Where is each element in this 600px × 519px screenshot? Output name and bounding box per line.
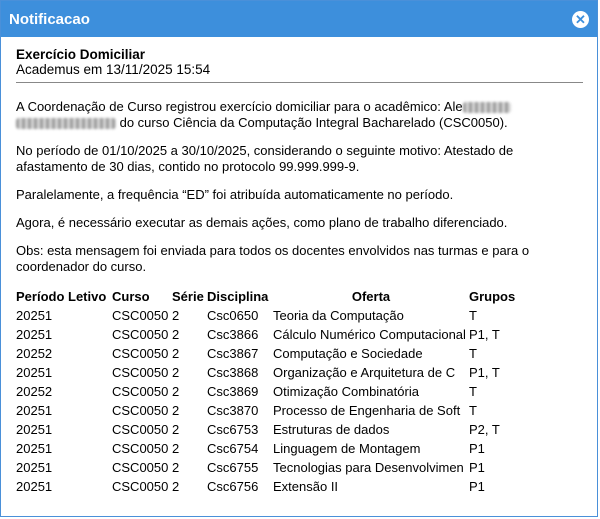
cell-grupos: P1 [469, 460, 485, 475]
cell-curso: CSC0050 [112, 403, 169, 418]
cell-oferta: Estruturas de dados [273, 422, 390, 437]
cell-disciplina: Csc0650 [207, 308, 259, 323]
cell-curso: CSC0050 [112, 441, 169, 456]
message-subject: Exercício Domiciliar [16, 47, 146, 62]
cell-periodo: 20252 [16, 346, 53, 361]
paragraph-registration-prefix: A Coordenação de Curso registrou exercício domiciliar para o acadêmico: Ale [16, 99, 463, 114]
paragraph-registration-suffix: do curso Ciência da Computação Integral Bacharelado (CSC0050). [116, 115, 508, 130]
cell-disciplina: Csc3868 [207, 365, 259, 380]
cell-periodo: 20251 [16, 460, 53, 475]
cell-grupos: P1, T [469, 327, 500, 342]
cell-curso: CSC0050 [112, 479, 169, 494]
cell-disciplina: Csc6756 [207, 479, 259, 494]
column-header-grupos: Grupos [469, 289, 516, 304]
message-body [1, 37, 597, 496]
table-row [16, 382, 529, 401]
cell-grupos: P2, T [469, 422, 500, 437]
cell-periodo: 20251 [16, 422, 53, 437]
cell-periodo: 20251 [16, 327, 53, 342]
table-row [16, 458, 529, 477]
cell-periodo: 20251 [16, 308, 53, 323]
cell-curso: CSC0050 [112, 460, 169, 475]
cell-grupos: T [469, 403, 477, 418]
cell-periodo: 20251 [16, 479, 53, 494]
cell-periodo: 20251 [16, 441, 53, 456]
table-row [16, 439, 529, 458]
column-header-periodo: Período Letivo [16, 289, 107, 304]
close-icon[interactable]: ✕ [572, 11, 589, 28]
cell-oferta: Otimização Combinatória [273, 384, 419, 399]
column-header-disciplina: Disciplina [207, 289, 269, 304]
cell-serie: 2 [172, 308, 180, 323]
table-row [16, 306, 529, 325]
cell-curso: CSC0050 [112, 327, 169, 342]
dialog-title: Notificacao [9, 10, 90, 28]
cell-serie: 2 [172, 327, 180, 342]
paragraph-note: Obs: esta mensagem foi enviada para todos os docentes envolvidos nas turmas e para o coordenador do curso. [16, 243, 530, 274]
paragraph-frequency: Paralelamente, a frequência “ED” foi atribuída automaticamente no período. [16, 187, 454, 202]
message-sender-line: Academus em 13/11/2025 15:54 [16, 62, 211, 77]
cell-periodo: 20251 [16, 365, 53, 380]
cell-grupos: T [469, 384, 477, 399]
cell-oferta: Cálculo Numérico Computacional [273, 327, 466, 342]
cell-serie: 2 [172, 365, 180, 380]
cell-grupos: P1 [469, 479, 485, 494]
cell-grupos: P1 [469, 441, 485, 456]
cell-disciplina: Csc3870 [207, 403, 259, 418]
courses-table [16, 287, 529, 496]
column-header-oferta: Oferta [351, 289, 391, 304]
cell-disciplina: Csc3866 [207, 327, 259, 342]
cell-curso: CSC0050 [112, 384, 169, 399]
table-row [16, 477, 529, 496]
cell-oferta: Teoria da Computação [273, 308, 404, 323]
paragraph-registration [16, 99, 582, 131]
paragraph-actions: Agora, é necessário executar as demais ações, como plano de trabalho diferenciado. [16, 215, 508, 230]
cell-oferta: Processo de Engenharia de Soft [273, 403, 461, 418]
table-row [16, 363, 529, 382]
cell-disciplina: Csc6754 [207, 441, 259, 456]
paragraph-period: No período de 01/10/2025 a 30/10/2025, considerando o seguinte motivo: Atestado de afastamento de 30 dias, contido no protocolo 99.999.999-9. [16, 143, 514, 174]
cell-serie: 2 [172, 460, 180, 475]
redacted-name-part1 [463, 102, 511, 113]
cell-oferta: Extensão II [273, 479, 339, 494]
redacted-name-part2 [16, 118, 116, 129]
cell-curso: CSC0050 [112, 308, 169, 323]
cell-disciplina: Csc6755 [207, 460, 259, 475]
cell-disciplina: Csc6753 [207, 422, 259, 437]
cell-serie: 2 [172, 479, 180, 494]
cell-disciplina: Csc3869 [207, 384, 259, 399]
cell-oferta: Linguagem de Montagem [273, 441, 421, 456]
table-row [16, 420, 529, 439]
dialog-titlebar [1, 1, 597, 37]
cell-serie: 2 [172, 422, 180, 437]
table-row [16, 325, 529, 344]
table-header-row [16, 287, 529, 306]
cell-serie: 2 [172, 384, 180, 399]
cell-oferta: Organização e Arquitetura de C [273, 365, 456, 380]
divider [16, 82, 583, 83]
cell-serie: 2 [172, 403, 180, 418]
cell-disciplina: Csc3867 [207, 346, 259, 361]
column-header-curso: Curso [112, 289, 150, 304]
cell-serie: 2 [172, 441, 180, 456]
cell-oferta: Tecnologias para Desenvolvimen [273, 460, 464, 475]
cell-curso: CSC0050 [112, 346, 169, 361]
column-header-serie: Série [172, 289, 204, 304]
cell-serie: 2 [172, 346, 180, 361]
cell-grupos: T [469, 308, 477, 323]
cell-periodo: 20251 [16, 403, 53, 418]
cell-oferta: Computação e Sociedade [273, 346, 423, 361]
cell-periodo: 20252 [16, 384, 53, 399]
cell-grupos: P1, T [469, 365, 500, 380]
table-row [16, 401, 529, 420]
cell-grupos: T [469, 346, 477, 361]
cell-curso: CSC0050 [112, 422, 169, 437]
table-row [16, 344, 529, 363]
cell-curso: CSC0050 [112, 365, 169, 380]
